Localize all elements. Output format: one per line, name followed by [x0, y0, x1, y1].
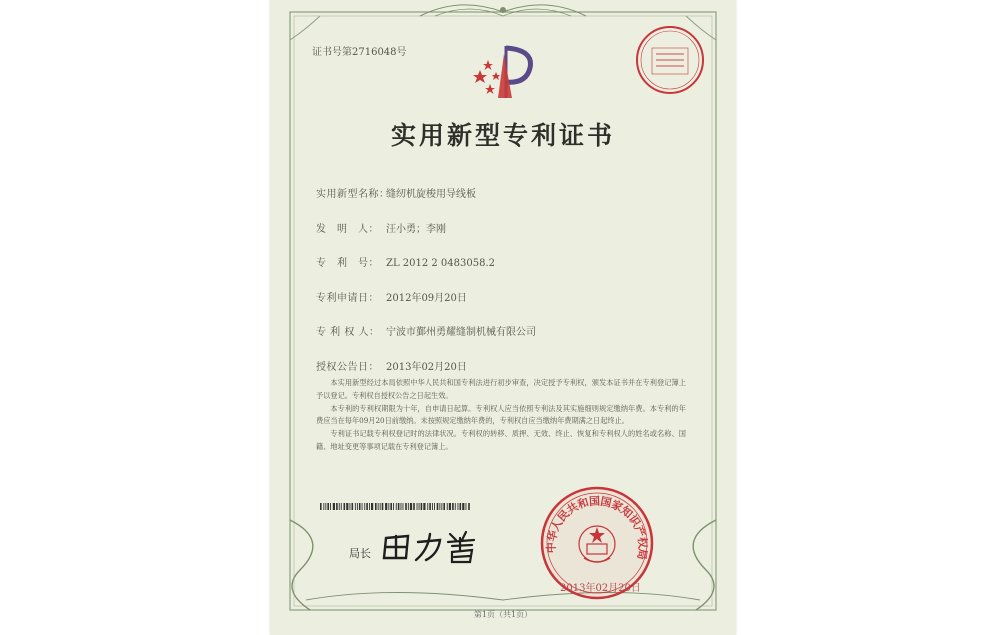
field-label: 发 明 人： [316, 224, 379, 235]
patent-number-field [316, 254, 495, 269]
patentee-field [316, 323, 536, 338]
body-paragraph: 本实用新型经过本局依照中华人民共和国专利法进行初步审查，决定授予专利权，颁发本证书并在专利登记簿上予以登记。专利权自授权公告之日起生效。 [316, 378, 686, 400]
body-paragraph: 本专利的专利权期限为十年，自申请日起算。专利权人应当依照专利法及其实施细则规定缴纳年费。本专利的年费应当在每年09月20日前缴纳。未按照规定缴纳年费的，专利权自应当缴纳年费期满之日起终止。 [316, 403, 686, 426]
page-number: 第1页（共1页） [473, 610, 533, 619]
certificate-body-text [316, 377, 686, 454]
field-value: 2012年09月20日 [386, 293, 467, 304]
field-value: 2013年02月20日 [386, 362, 467, 373]
field-label: 实用新型名称： [316, 189, 390, 200]
field-label: 专 利 号： [316, 258, 379, 269]
certificate-title: 实用新型专利证书 [390, 121, 615, 150]
seal-date: 2013年02月20日 [560, 583, 641, 594]
barcode [320, 503, 472, 510]
director-signature [378, 528, 488, 564]
certificate-number: 证书号第2716048号 [312, 47, 407, 58]
field-label: 专 利 权 人： [316, 327, 380, 338]
utility-model-name-field [316, 185, 476, 200]
field-value: 宁波市鄞州勇耀缝制机械有限公司 [386, 327, 536, 338]
field-label: 专利申请日： [316, 293, 379, 304]
field-value: 汪小勇；李刚 [386, 224, 446, 235]
field-label: 授权公告日： [316, 362, 379, 373]
seal-text: 中华人民共和国国家知识产权局 [544, 494, 650, 561]
inventor-field [316, 220, 446, 235]
grant-date-field [316, 358, 467, 373]
field-value: 缝纫机旋梭用导线板 [386, 189, 476, 200]
patent-office-logo [468, 40, 540, 104]
field-value: ZL 2012 2 0483058.2 [386, 258, 496, 269]
director-label: 局长 [349, 547, 371, 560]
top-red-seal [634, 24, 706, 96]
filing-date-field [316, 289, 467, 304]
body-paragraph: 专利证书记载专利权登记时的法律状况。专利权的转移、质押、无效、终止、恢复和专利权人的姓名或名称、国籍、地址变更等事项记载在专利登记簿上。 [316, 429, 686, 451]
patent-certificate [270, 0, 736, 635]
